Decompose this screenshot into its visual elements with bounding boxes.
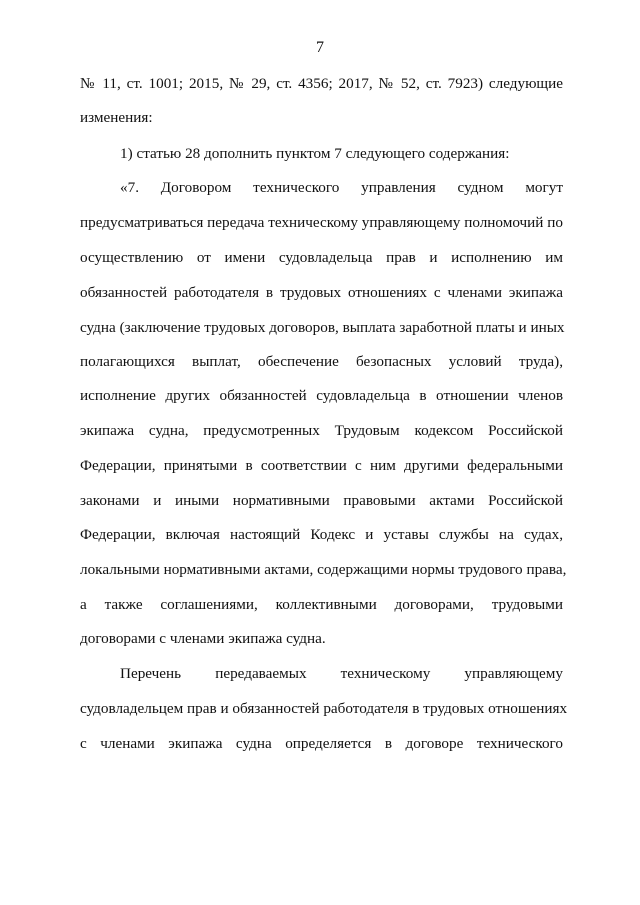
- text-line: обязанностей работодателя в трудовых отношениях с членами экипажа: [80, 284, 563, 301]
- text-line: с членами экипажа судна определяется в договоре технического: [80, 735, 563, 752]
- page-number: 7: [316, 39, 324, 56]
- text-line: Федерации, включая настоящий Кодекс и уставы службы на судах,: [80, 526, 563, 543]
- text-line: законами и иными нормативными правовыми актами Российской: [80, 492, 563, 509]
- text-line: судовладельцем прав и обязанностей работодателя в трудовых отношениях: [80, 700, 568, 717]
- text-line: исполнение других обязанностей судовладельца в отношении членов: [80, 387, 563, 404]
- text-line: «7. Договором технического управления судном могут: [120, 179, 563, 196]
- text-line: договорами с членами экипажа судна.: [80, 630, 326, 647]
- text-line: Перечень передаваемых техническому управляющему: [120, 665, 563, 682]
- text-line: предусматриваться передача техническому управляющему полномочий по: [80, 214, 563, 231]
- text-line: осуществлению от имени судовладельца прав и исполнению им: [80, 249, 563, 266]
- text-line: полагающихся выплат, обеспечение безопасных условий труда),: [80, 353, 563, 370]
- text-line: а также соглашениями, коллективными договорами, трудовыми: [80, 596, 563, 613]
- text-line: 1) статью 28 дополнить пунктом 7 следующего содержания:: [120, 145, 510, 162]
- text-line: изменения:: [80, 109, 153, 126]
- text-line: локальными нормативными актами, содержащими нормы трудового права,: [80, 561, 567, 578]
- text-line: экипажа судна, предусмотренных Трудовым кодексом Российской: [80, 422, 563, 439]
- text-line: № 11, ст. 1001; 2015, № 29, ст. 4356; 2017, № 52, ст. 7923) следующие: [80, 75, 563, 92]
- text-line: судна (заключение трудовых договоров, выплата заработной платы и иных: [80, 319, 565, 336]
- text-line: Федерации, принятыми в соответствии с ним другими федеральными: [80, 457, 563, 474]
